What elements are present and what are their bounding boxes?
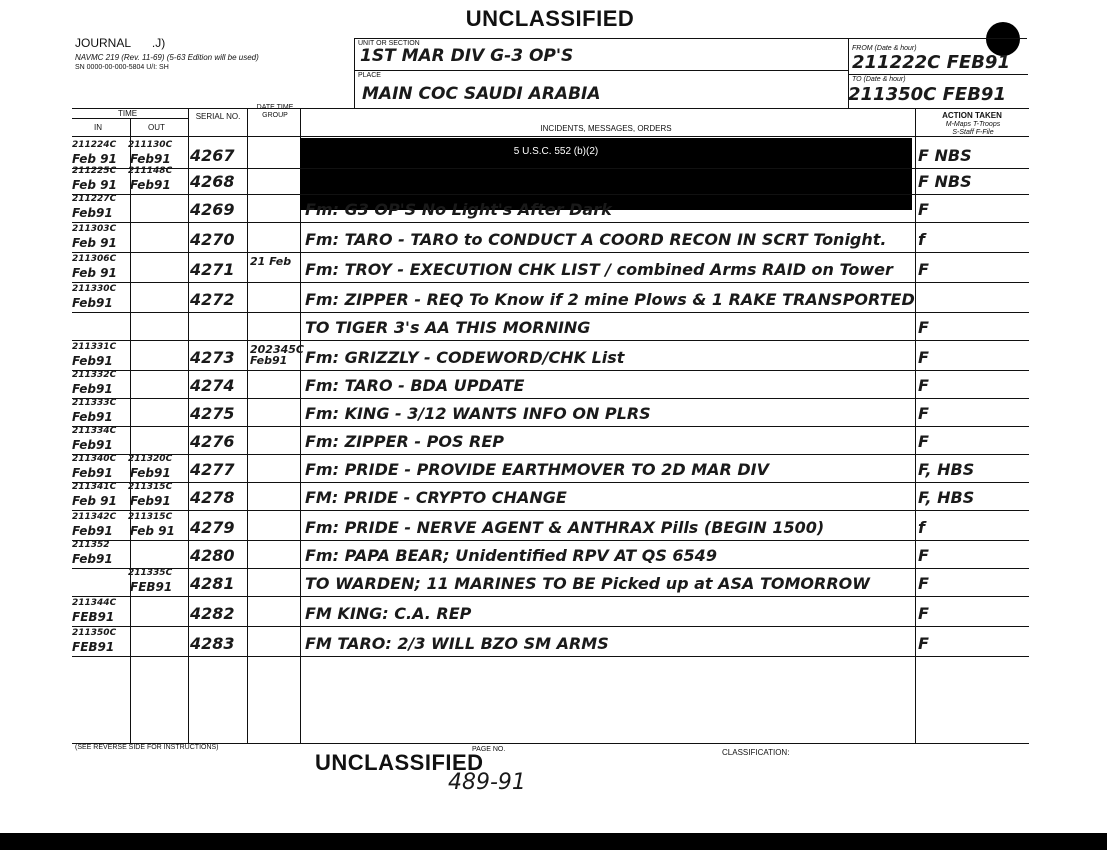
table-row [0, 194, 1030, 222]
serial-number: 4277 [190, 460, 235, 479]
out-date: Feb91 [130, 466, 171, 480]
to-value: 211350C FEB91 [848, 84, 1006, 105]
incident-text: Fm: G3 OP'S No Light's After Dark [305, 200, 612, 219]
in-time: 211342C [72, 512, 117, 522]
col-time: TIME [118, 109, 138, 118]
unit-label: UNIT OR SECTION [358, 40, 420, 47]
in-date: Feb91 [72, 524, 113, 538]
scan-edge-bar [0, 833, 1107, 850]
incident-text: Fm: PAPA BEAR; Unidentified RPV AT QS 6549 [305, 546, 717, 565]
action-taken: F [918, 634, 929, 653]
out-time: 211335C [128, 568, 173, 578]
action-taken: F NBS [918, 146, 972, 165]
action-taken: F [918, 546, 929, 565]
action-taken: F NBS [918, 172, 972, 191]
serial-number: 4272 [190, 290, 235, 309]
in-date: FEB91 [72, 640, 115, 654]
incident-text: Fm: ZIPPER - POS REP [305, 432, 505, 451]
incident-text: Fm: TARO - BDA UPDATE [305, 376, 525, 395]
in-time: 211303C [72, 224, 117, 234]
out-date: Feb91 [130, 494, 171, 508]
table-row [0, 140, 1030, 168]
classification-top: UNCLASSIFIED [465, 6, 635, 31]
place-value: MAIN COC SAUDI ARABIA [362, 84, 601, 104]
col-out: OUT [148, 123, 165, 132]
in-time: 211334C [72, 426, 117, 436]
in-date: Feb91 [72, 410, 113, 424]
col-action-sub2: S-Staff F-File [952, 129, 994, 136]
incident-text: Fm: TROY - EXECUTION CHK LIST / combined Arms RAID on Tower [305, 260, 893, 279]
unit-value: 1ST MAR DIV G-3 OP'S [360, 46, 574, 66]
in-time: 211332C [72, 370, 117, 380]
table-row [0, 512, 1030, 540]
in-time: 211330C [72, 284, 117, 294]
serial-number: 4275 [190, 404, 235, 423]
action-taken: F [918, 404, 929, 423]
row-divider [72, 340, 1029, 341]
table-row [0, 166, 1030, 194]
table-row [0, 284, 1030, 312]
serial-number: 4278 [190, 488, 235, 507]
in-date: Feb 91 [72, 152, 117, 166]
in-date: Feb91 [72, 552, 113, 566]
incident-text: Fm: KING - 3/12 WANTS INFO ON PLRS [305, 404, 651, 423]
incident-text: Fm: GRIZZLY - CODEWORD/CHK List [305, 348, 625, 367]
in-date: Feb91 [72, 296, 113, 310]
table-row [0, 254, 1030, 282]
from-value: 211222C FEB91 [852, 52, 1010, 73]
action-taken: F [918, 574, 929, 593]
action-taken: F [918, 348, 929, 367]
out-date: Feb 91 [130, 524, 175, 538]
table-row [0, 342, 1030, 370]
table-row [0, 540, 1030, 568]
incident-text: Fm: PRIDE - PROVIDE EARTHMOVER TO 2D MAR DIV [305, 460, 770, 479]
serial-number: 4270 [190, 230, 235, 249]
action-taken: F [918, 604, 929, 623]
serial-number: 4283 [190, 634, 235, 653]
in-time: 211306C [72, 254, 117, 264]
page-no-value: 489-91 [448, 770, 526, 795]
action-taken: F [918, 432, 929, 451]
navmc-line: NAVMC 219 (Rev. 11-69) (5-63 Edition will be used) [75, 53, 259, 62]
table-row [0, 426, 1030, 454]
in-time: 211225C [72, 166, 117, 176]
in-date: Feb91 [72, 382, 113, 396]
action-taken: F [918, 376, 929, 395]
classification-bottom: UNCLASSIFIED [315, 750, 484, 775]
row-divider [72, 596, 1029, 597]
col-serial: SERIAL NO. [195, 112, 241, 121]
table-row [0, 398, 1030, 426]
action-taken: F [918, 318, 929, 337]
serial-number: 4279 [190, 518, 235, 537]
row-divider [72, 626, 1029, 627]
sn-line: SN 0000-00-000-5804 U/I: SH [75, 64, 169, 71]
out-time: 211130C [128, 140, 173, 150]
in-date: Feb91 [72, 438, 113, 452]
table-row [0, 312, 1030, 340]
classification-label: CLASSIFICATION: [722, 748, 790, 757]
in-date: Feb 91 [72, 266, 117, 280]
in-time: 211340C [72, 454, 117, 464]
place-label: PLACE [358, 72, 381, 79]
col-action: ACTION TAKEN [942, 111, 1002, 120]
action-taken: F [918, 260, 929, 279]
table-row [0, 628, 1030, 656]
incident-text: FM: PRIDE - CRYPTO CHANGE [305, 488, 567, 507]
in-date: FEB91 [72, 610, 115, 624]
see-reverse: (SEE REVERSE SIDE FOR INSTRUCTIONS) [75, 744, 219, 751]
out-time: 211148C [128, 166, 173, 176]
table-row [0, 598, 1030, 626]
row-divider [72, 252, 1029, 253]
serial-number: 4274 [190, 376, 235, 395]
in-date: Feb91 [72, 206, 113, 220]
col-in: IN [94, 123, 102, 132]
journal-label: JOURNAL [75, 36, 131, 50]
action-taken: f [918, 230, 925, 249]
col-incidents: INCIDENTS, MESSAGES, ORDERS [540, 124, 672, 133]
incident-text: Fm: ZIPPER - REQ To Know if 2 mine Plows & 1 RAKE TRANSPORTED [305, 290, 915, 309]
in-time: 211350C [72, 628, 117, 638]
out-time: 211320C [128, 454, 173, 464]
journal-mark: .J) [151, 36, 166, 50]
in-time: 211344C [72, 598, 117, 608]
serial-number: 4273 [190, 348, 235, 367]
action-taken: f [918, 518, 925, 537]
table-row [0, 224, 1030, 252]
incident-text: TO TIGER 3's AA THIS MORNING [305, 318, 591, 337]
action-taken: F, HBS [918, 460, 975, 479]
in-date: Feb91 [72, 466, 113, 480]
col-action-sub1: M-Maps T-Troops [945, 121, 1001, 128]
serial-number: 4271 [190, 260, 235, 279]
in-date: Feb 91 [72, 494, 117, 508]
redaction-label: 5 U.S.C. 552 (b)(2) [513, 146, 599, 157]
date-time-group: 21 Feb [250, 255, 292, 268]
in-time: 211227C [72, 194, 117, 204]
in-date: Feb 91 [72, 236, 117, 250]
table-row [0, 370, 1030, 398]
in-time: 211224C [72, 140, 117, 150]
serial-number: 4282 [190, 604, 235, 623]
incident-text: TO WARDEN; 11 MARINES TO BE Picked up at ASA TOMORROW [305, 574, 870, 593]
action-taken: F [918, 200, 929, 219]
from-label: FROM (Date & hour) [852, 45, 917, 52]
journal-title [75, 36, 165, 50]
serial-number: 4281 [190, 574, 235, 593]
page-no-label: PAGE NO. [472, 746, 506, 753]
out-date: Feb91 [130, 152, 171, 166]
incident-text: FM TARO: 2/3 WILL BZO SM ARMS [305, 634, 609, 653]
in-time: 211341C [72, 482, 117, 492]
serial-number: 4280 [190, 546, 235, 565]
punch-hole-mark [986, 22, 1020, 56]
col-dtg: DATE TIME GROUP [256, 104, 294, 119]
serial-number: 4267 [190, 146, 235, 165]
out-time: 211315C [128, 512, 173, 522]
in-time: 211331C [72, 342, 117, 352]
in-date: Feb91 [72, 354, 113, 368]
to-label: TO (Date & hour) [852, 76, 906, 83]
out-date: FEB91 [130, 580, 173, 594]
row-divider [72, 510, 1029, 511]
table-row [0, 482, 1030, 510]
serial-number: 4268 [190, 172, 235, 191]
incident-text: Fm: PRIDE - NERVE AGENT & ANTHRAX Pills (BEGIN 1500) [305, 518, 825, 537]
row-divider [72, 282, 1029, 283]
in-time: 211352 [72, 540, 110, 550]
row-divider [72, 656, 1029, 657]
incident-text: FM KING: C.A. REP [305, 604, 472, 623]
serial-number: 4269 [190, 200, 235, 219]
table-row [0, 454, 1030, 482]
action-taken: F, HBS [918, 488, 975, 507]
incident-text: Fm: TARO - TARO to CONDUCT A COORD RECON IN SCRT Tonight. [305, 230, 887, 249]
out-time: 211315C [128, 482, 173, 492]
serial-number: 4276 [190, 432, 235, 451]
row-divider [72, 222, 1029, 223]
in-time: 211333C [72, 398, 117, 408]
table-row [0, 568, 1030, 596]
out-date: Feb91 [130, 178, 171, 192]
in-date: Feb 91 [72, 178, 117, 192]
date-time-group: 202345C Feb91 [250, 343, 304, 367]
